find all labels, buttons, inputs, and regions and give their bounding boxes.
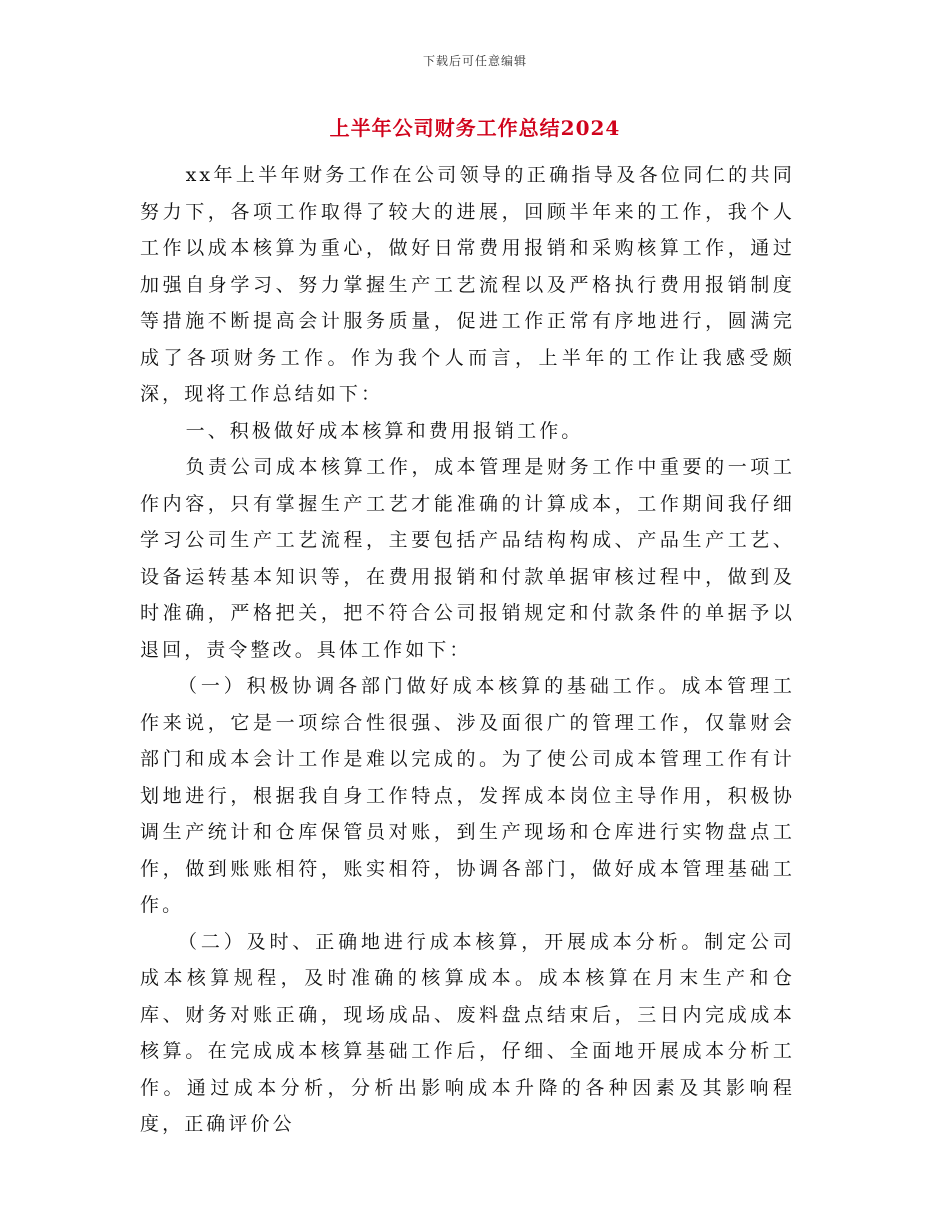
- paragraph-item-1: （一）积极协调各部门做好成本核算的基础工作。成本管理工作来说，它是一项综合性很强、涉及面很广的管理工作，仅靠财会部门和成本会计工作是难以完成的。为了使公司成本管理工作有计划地进行，根据我自身工作特点，发挥成本岗位主导作用，积极协调生产统计和仓库保管员对账，到生产现场和仓库进行实物盘点工作，做到账账相符，账实相符，协调各部门，做好成本管理基础工作。: [140, 675, 795, 916]
- document-title: 上半年公司财务工作总结2024: [329, 116, 621, 140]
- paragraph-item-2: （二）及时、正确地进行成本核算，开展成本分析。制定公司成本核算规程，及时准确的核算成本。成本核算在月末生产和仓库、财务对账正确，现场成品、废料盘点结束后，三日内完成成本核算。在完成成本核算基础工作后，仔细、全面地开展成本分析工作。通过成本分析，分析出影响成本升降的各种因素及其影响程度，正确评价公: [140, 930, 795, 1135]
- section-heading-1: 一、积极做好成本核算和费用报销工作。: [185, 419, 584, 442]
- paragraph-intro: xx年上半年财务工作在公司领导的正确指导及各位同仁的共同努力下，各项工作取得了较大的进展，回顾半年来的工作，我个人工作以成本核算为重心，做好日常费用报销和采购核算工作，通过加强自身学习、努力掌握生产工艺流程以及严格执行费用报销制度等措施不断提高会计服务质量，促进工作正常有序地进行，圆满完成了各项财务工作。作为我个人而言，上半年的工作让我感受颇深，现将工作总结如下：: [140, 164, 795, 405]
- paragraph-section-1: 负责公司成本核算工作，成本管理是财务工作中重要的一项工作内容，只有掌握生产工艺才能准确的计算成本，工作期间我仔细学习公司生产工艺流程，主要包括产品结构构成、产品生产工艺、设备运转基本知识等，在费用报销和付款单据审核过程中，做到及时准确，严格把关，把不符合公司报销规定和付款条件的单据予以退回，责令整改。具体工作如下：: [140, 456, 795, 661]
- header-note: 下载后可任意编辑: [422, 54, 527, 68]
- document-body: [140, 157, 795, 1143]
